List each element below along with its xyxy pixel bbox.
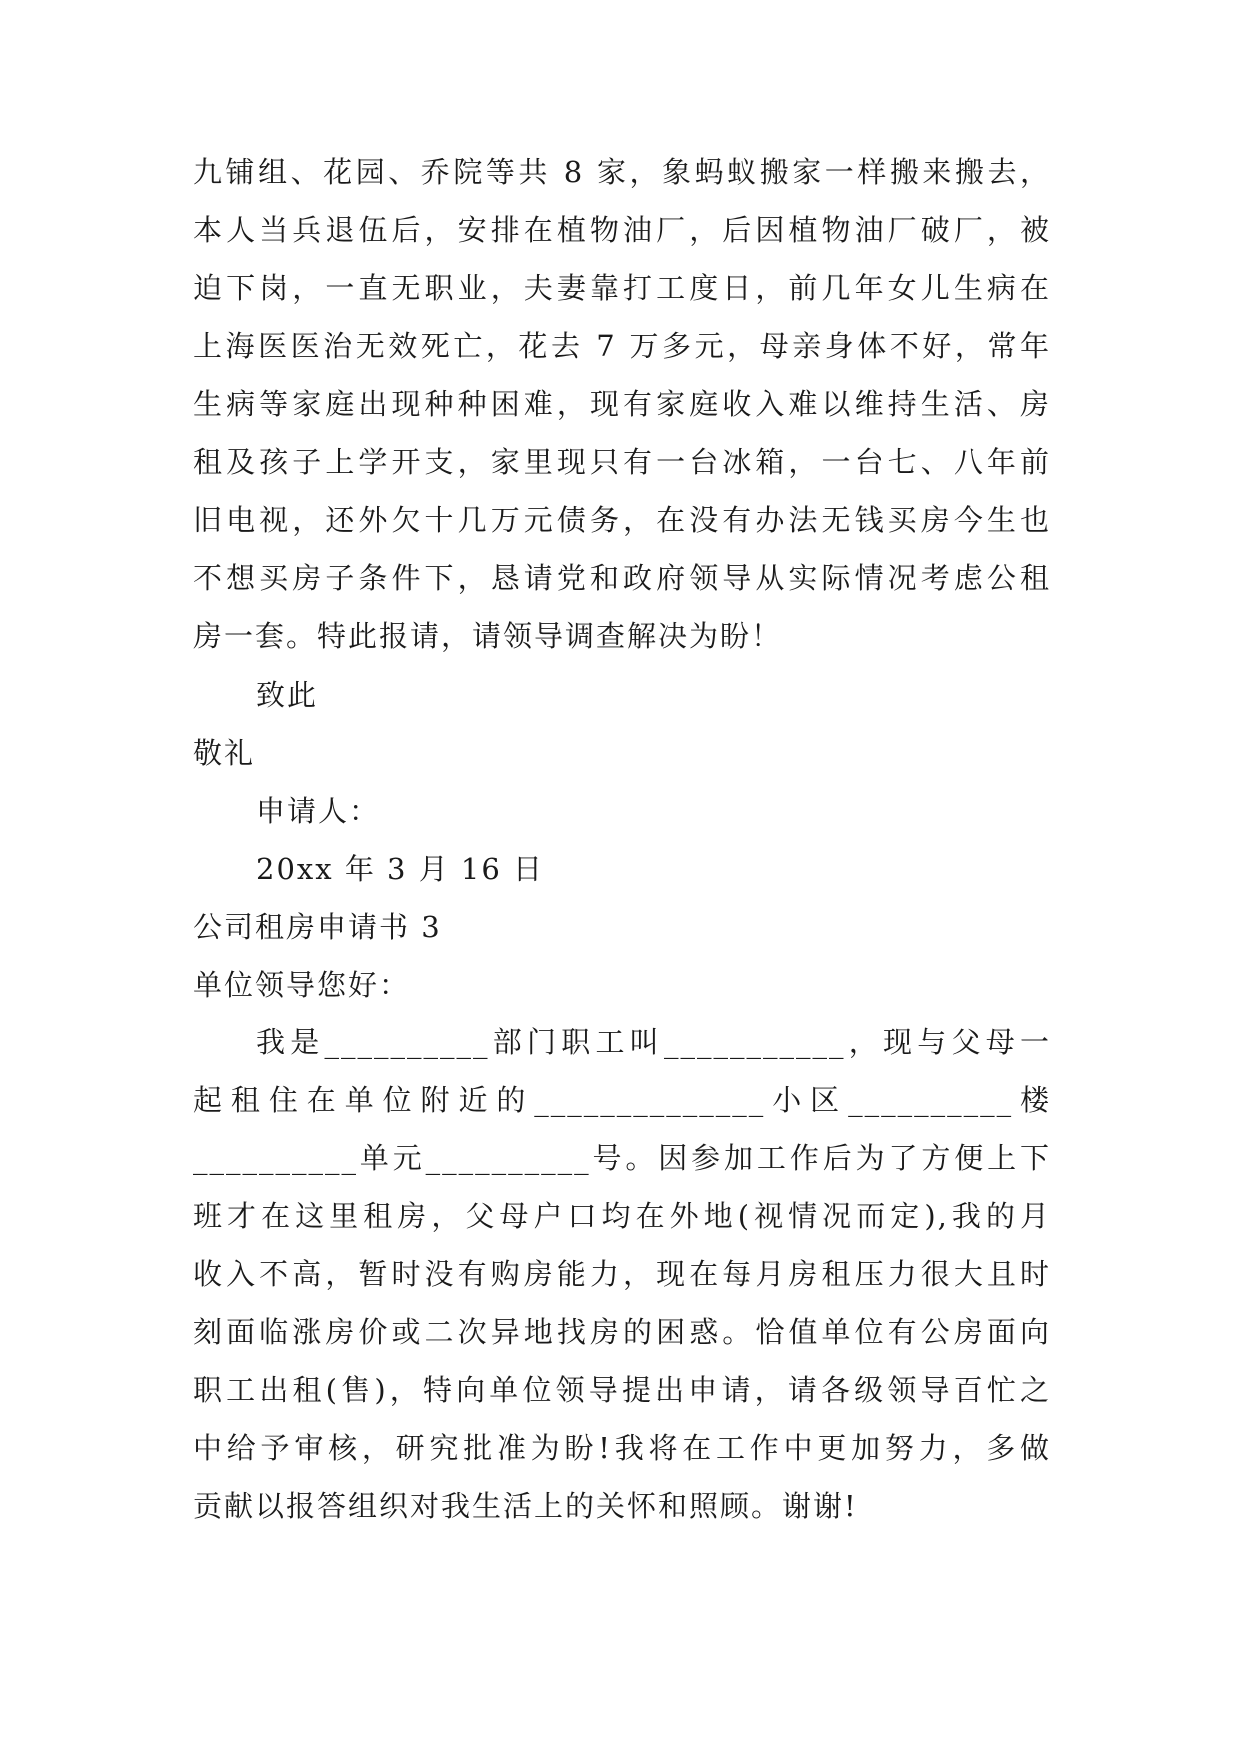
letter-line: 收入不高，暂时没有购房能力，现在每月房租压力很大且时 bbox=[193, 1257, 1051, 1291]
salutation: 单位领导您好： bbox=[193, 968, 411, 1002]
body-line: 九铺组、花园、乔院等共 8 家，象蚂蚁搬家一样搬来搬去， bbox=[193, 155, 1051, 189]
body-line: 上海医医治无效死亡，花去 7 万多元，母亲身体不好，常年 bbox=[193, 329, 1051, 363]
letter-line: 班才在这里租房，父母户口均在外地(视情况而定),我的月 bbox=[193, 1199, 1051, 1233]
letter-line: 贡献以报答组织对我生活上的关怀和照顾。谢谢! bbox=[193, 1489, 858, 1523]
letter-line: 起租住在单位附近的______________小区__________楼 bbox=[193, 1083, 1051, 1117]
letter-line: 刻面临涨房价或二次异地找房的困惑。恰值单位有公房面向 bbox=[193, 1315, 1051, 1349]
body-line: 迫下岗，一直无职业，夫妻靠打工度日，前几年女儿生病在 bbox=[193, 271, 1051, 305]
section-title: 公司租房申请书 3 bbox=[193, 910, 442, 944]
body-line: 租及孩子上学开支，家里现只有一台冰箱，一台七、八年前 bbox=[193, 445, 1051, 479]
letter-line: __________单元__________号。因参加工作后为了方便上下 bbox=[193, 1141, 1051, 1175]
body-line: 不想买房子条件下，恳请党和政府领导从实际情况考虑公租 bbox=[193, 561, 1051, 595]
body-line: 旧电视，还外欠十几万元债务，在没有办法无钱买房今生也 bbox=[193, 503, 1051, 537]
body-line: 本人当兵退伍后，安排在植物油厂，后因植物油厂破厂，被 bbox=[193, 213, 1051, 247]
letter-line: 中给予审核，研究批准为盼!我将在工作中更加努力，多做 bbox=[193, 1431, 1051, 1465]
letter-line: 我是__________部门职工叫___________，现与父母一 bbox=[256, 1025, 1051, 1059]
closing-zhici: 致此 bbox=[256, 678, 319, 712]
body-line: 生病等家庭出现种种困难，现有家庭收入难以维持生活、房 bbox=[193, 387, 1051, 421]
body-line: 房一套。特此报请，请领导调查解决为盼！ bbox=[193, 619, 783, 653]
closing-jingli: 敬礼 bbox=[193, 736, 256, 770]
applicant-label: 申请人： bbox=[256, 794, 381, 828]
letter-line: 职工出租(售)，特向单位领导提出申请，请各级领导百忙之 bbox=[193, 1373, 1051, 1407]
letter-date: 20xx 年 3 月 16 日 bbox=[256, 852, 545, 886]
